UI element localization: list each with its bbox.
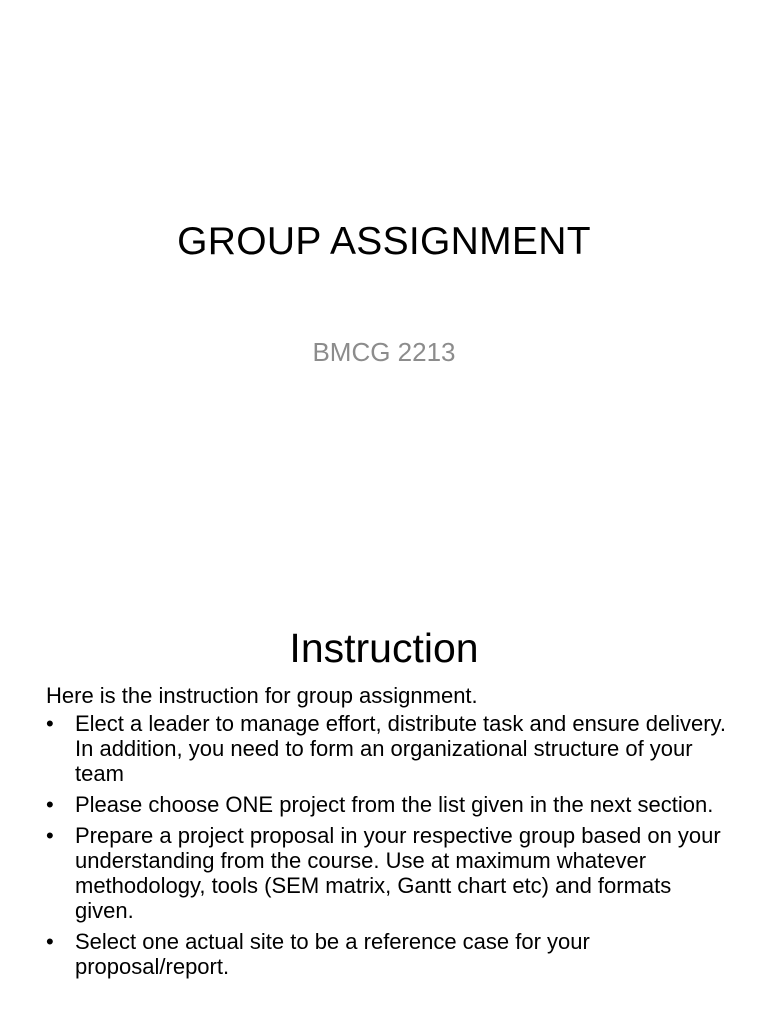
instruction-intro: Here is the instruction for group assignment. [46,683,478,708]
bullet-icon: • [46,823,54,848]
bullet-icon: • [46,929,54,954]
list-item-text: Prepare a project proposal in your respective group based on your understanding from the course. Use at maximum whatever methodology, tools (SEM matrix, Gantt chart etc) and formats given. [75,823,721,923]
slide-subtitle: BMCG 2213 [312,337,456,367]
list-item-text: Elect a leader to manage effort, distribute task and ensure delivery. In addition, you need to form an organizational structure of your team [75,711,726,786]
instruction-list [46,711,736,979]
instruction-heading: Instruction [289,625,479,671]
bullet-icon: • [46,711,54,736]
list-item-text: Select one actual site to be a reference case for your proposal/report. [75,929,590,979]
list-item [46,929,736,979]
bullet-icon: • [46,792,54,817]
list-item-text: Please choose ONE project from the list given in the next section. [75,792,714,817]
slide-title: GROUP ASSIGNMENT [177,220,591,263]
instruction-body [46,683,736,985]
list-item [46,792,736,817]
list-item [46,823,736,923]
instruction-slide [0,576,768,1024]
list-item [46,711,736,786]
